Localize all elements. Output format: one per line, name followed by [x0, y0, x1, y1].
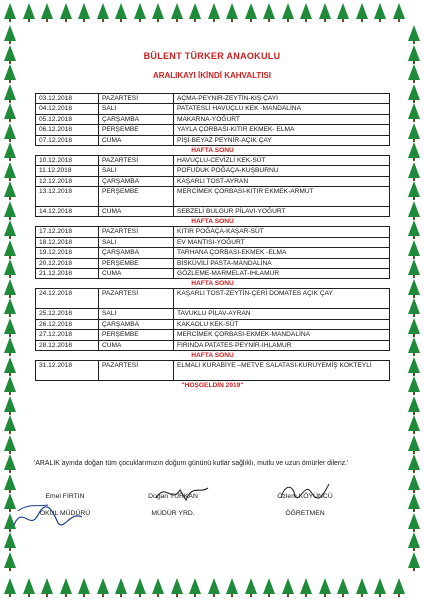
date-cell: 03.12.2018 — [36, 94, 99, 104]
date-cell: 12.12.2018 — [36, 176, 99, 186]
tree-icon — [393, 578, 405, 594]
tree-icon — [408, 318, 420, 334]
day-cell: PERŞEMBE — [99, 330, 174, 340]
tree-icon — [408, 513, 420, 529]
tree-icon — [408, 357, 420, 373]
menu-cell: KAKAOLU KEK-SÜT — [174, 319, 390, 329]
date-cell: 21.12.2018 — [36, 269, 99, 279]
table-row — [36, 227, 390, 237]
school-name: BÜLENT TÜRKER ANAOKULU — [143, 51, 281, 61]
menu-cell: ELMALI KURABİYE –METVE SALATASI-KURUYEMİŞ KOKTEYLİ — [174, 360, 390, 380]
day-cell: PAZARTESİ — [99, 94, 174, 104]
tree-icon — [4, 357, 16, 373]
date-cell: 24.12.2018 — [36, 289, 99, 309]
date-cell: 18.12.2018 — [36, 237, 99, 247]
tree-icon — [337, 578, 349, 594]
menu-cell: FIRINDA PATATES-PEYNİR-IHLAMUR — [174, 340, 390, 350]
day-cell: PERŞEMBE — [99, 258, 174, 268]
table-row — [36, 360, 390, 380]
day-cell: PAZARTESİ — [99, 360, 174, 380]
tree-icon — [97, 3, 109, 19]
tree-icon — [374, 3, 386, 19]
tree-icon — [189, 3, 201, 19]
day-cell: SALI — [99, 309, 174, 319]
handwritten-signature-1 — [8, 497, 88, 535]
date-cell: 20.12.2018 — [36, 258, 99, 268]
menu-cell: MAKARNA-YOĞURT — [174, 114, 390, 124]
tree-icon — [408, 25, 420, 41]
tree-icon — [282, 578, 294, 594]
week-separator — [36, 350, 390, 360]
signer-name: Doğan TÜRKAN — [148, 493, 198, 500]
tree-icon — [408, 415, 420, 431]
tree-icon — [4, 454, 16, 470]
tree-icon — [4, 376, 16, 392]
menu-cell: HAVUÇLU-CEVİZLİ KEK-SÜT — [174, 156, 390, 166]
tree-icon — [300, 3, 312, 19]
tree-icon — [23, 578, 35, 594]
date-cell: 04.12.2018 — [36, 104, 99, 114]
tree-icon — [4, 435, 16, 451]
tree-icon — [60, 578, 72, 594]
tree-icon — [97, 578, 109, 594]
tree-icon — [4, 474, 16, 490]
table-row — [36, 156, 390, 166]
date-cell: 07.12.2018 — [36, 135, 99, 145]
tree-icon — [4, 220, 16, 236]
date-cell: 17.12.2018 — [36, 227, 99, 237]
tree-icon — [171, 3, 183, 19]
tree-icon — [408, 376, 420, 392]
week-separator — [36, 279, 390, 289]
table-row — [36, 309, 390, 319]
tree-icon — [356, 578, 368, 594]
tree-icon — [263, 578, 275, 594]
date-cell: 05.12.2018 — [36, 114, 99, 124]
table-row — [36, 340, 390, 350]
date-cell: 19.12.2018 — [36, 248, 99, 258]
tree-icon — [408, 474, 420, 490]
table-row — [36, 237, 390, 247]
table-row — [36, 258, 390, 268]
tree-icon — [4, 123, 16, 139]
tree-icon — [408, 240, 420, 256]
tree-icon — [408, 279, 420, 295]
table-row — [36, 114, 390, 124]
tree-icon — [41, 3, 53, 19]
signer-name: Emel FIRTIN — [45, 493, 85, 500]
tree-icon — [4, 318, 16, 334]
tree-icon — [408, 259, 420, 275]
table-row — [36, 289, 390, 309]
menu-cell: EV MANTISI-YOĞURT — [174, 237, 390, 247]
table-row — [36, 94, 390, 104]
tree-icon — [208, 3, 220, 19]
section-label: HAFTA SONU — [191, 147, 234, 155]
day-cell: CUMA — [99, 269, 174, 279]
table-row — [36, 187, 390, 207]
date-cell: 27.12.2018 — [36, 330, 99, 340]
table-row — [36, 330, 390, 340]
tree-icon — [4, 298, 16, 314]
tree-icon — [408, 220, 420, 236]
menu-cell: GÖZLEME-MARMELAT-IHLAMUR — [174, 269, 390, 279]
tree-icon — [78, 3, 90, 19]
handwritten-signature-3 — [275, 476, 335, 506]
tree-icon — [408, 337, 420, 353]
tree-icon — [245, 578, 257, 594]
tree-icon — [393, 3, 405, 19]
tree-icon — [152, 3, 164, 19]
tree-icon — [4, 84, 16, 100]
table-row — [36, 207, 390, 217]
table-row — [36, 248, 390, 258]
tree-icon — [115, 3, 127, 19]
tree-icon — [408, 181, 420, 197]
tree-icon — [189, 578, 201, 594]
table-row — [36, 104, 390, 114]
tree-icon — [408, 123, 420, 139]
day-cell: SALI — [99, 166, 174, 176]
day-cell: CUMA — [99, 207, 174, 217]
tree-icon — [226, 3, 238, 19]
date-cell: 13.12.2018 — [36, 187, 99, 207]
table-row — [36, 166, 390, 176]
tree-icon — [134, 3, 146, 19]
tree-icon — [245, 3, 257, 19]
menu-cell: TAVUKLU PİLAV-AYRAN — [174, 309, 390, 319]
tree-icon — [4, 201, 16, 217]
menu-cell: MERCİMEK ÇORBASI-EKMEK-MANDALİNA — [174, 330, 390, 340]
date-cell: 26.12.2018 — [36, 319, 99, 329]
section-label: HAFTA SONU — [191, 351, 234, 359]
tree-icon — [356, 3, 368, 19]
tree-icon — [408, 298, 420, 314]
section-label: HAFTA SONU — [191, 218, 234, 226]
day-cell: PERŞEMBE — [99, 125, 174, 135]
menu-cell: MERCİMEK ÇORBASI-KITIR EKMEK-ARMUT — [174, 187, 390, 207]
table-row — [36, 269, 390, 279]
menu-cell: PATATESLİ HAVUÇLU KEK -MANDALİNA — [174, 104, 390, 114]
tree-icon — [408, 162, 420, 178]
birthday-note: 'ARALIK ayında doğan tüm çocuklarımızın doğum gününü kutlar sağlıklı, mutlu ve uzun ömürler dileriz.' — [34, 460, 349, 467]
tree-icon — [115, 578, 127, 594]
menu-cell: SEBZELİ BULGUR PİLAVI-YOĞURT — [174, 207, 390, 217]
day-cell: ÇARŞAMBA — [99, 176, 174, 186]
tree-icon — [152, 578, 164, 594]
tree-icon — [337, 3, 349, 19]
tree-icon — [263, 3, 275, 19]
menu-cell: TARHANA ÇORBASI-EKMEK -ELMA — [174, 248, 390, 258]
tree-icon — [300, 578, 312, 594]
tree-icon — [408, 435, 420, 451]
tree-icon — [4, 578, 16, 594]
menu-cell: KAŞARLI TOST-ZEYTİN-ÇERİ DOMATES AÇIK ÇAY — [174, 289, 390, 309]
menu-cell: PİŞİ-BEYAZ PEYNİR-AÇIK ÇAY — [174, 135, 390, 145]
tree-icon — [408, 454, 420, 470]
day-cell: ÇARŞAMBA — [99, 248, 174, 258]
tree-icon — [171, 578, 183, 594]
day-cell: PAZARTESİ — [99, 227, 174, 237]
tree-icon — [408, 532, 420, 548]
menu-cell: POFUDUK POĞAÇA-KUŞBURNU — [174, 166, 390, 176]
tree-icon — [319, 578, 331, 594]
day-cell: PERŞEMBE — [99, 187, 174, 207]
table-row — [36, 125, 390, 135]
tree-icon — [408, 142, 420, 158]
table-row — [36, 176, 390, 186]
tree-icon — [319, 3, 331, 19]
menu-table — [35, 93, 390, 390]
tree-icon — [4, 162, 16, 178]
date-cell: 31.12.2018 — [36, 360, 99, 380]
tree-icon — [408, 493, 420, 509]
tree-icon — [4, 103, 16, 119]
section-label: "HOŞGELDİN 2019" — [181, 381, 244, 389]
tree-icon — [4, 25, 16, 41]
date-cell: 14.12.2018 — [36, 207, 99, 217]
signer-name: Özlem KÖYÜNCÜ — [277, 493, 333, 500]
day-cell: PAZARTESİ — [99, 289, 174, 309]
menu-cell: KITIR POĞAÇA-KAŞAR-SÜT — [174, 227, 390, 237]
tree-icon — [4, 552, 16, 568]
date-cell: 28.12.2018 — [36, 340, 99, 350]
menu-title: ARALIKAYI İKİNDİ KAHVALTISI — [152, 71, 272, 80]
tree-icon — [4, 3, 16, 19]
day-cell: CUMA — [99, 340, 174, 350]
signer-title: MÜDÜR YRD. — [151, 510, 195, 517]
day-cell: CUMA — [99, 135, 174, 145]
tree-icon — [408, 84, 420, 100]
signer-title: ÖĞRETMEN — [285, 510, 325, 517]
tree-icon — [374, 578, 386, 594]
section-label: HAFTA SONU — [191, 280, 234, 288]
tree-icon — [208, 578, 220, 594]
tree-icon — [60, 3, 72, 19]
tree-icon — [4, 240, 16, 256]
tree-icon — [41, 578, 53, 594]
tree-icon — [78, 578, 90, 594]
tree-icon — [4, 337, 16, 353]
week-separator — [36, 146, 390, 156]
tree-icon — [4, 415, 16, 431]
date-cell: 10.12.2018 — [36, 156, 99, 166]
tree-icon — [408, 552, 420, 568]
tree-icon — [408, 396, 420, 412]
menu-cell: KAŞARLI TOST-AYRAN — [174, 176, 390, 186]
week-separator — [36, 217, 390, 227]
menu-cell: AÇMA-PEYNİR-ZEYTİN-KIŞ ÇAYI — [174, 94, 390, 104]
tree-icon — [4, 181, 16, 197]
date-cell: 11.12.2018 — [36, 166, 99, 176]
table-row — [36, 135, 390, 145]
day-cell: ÇARŞAMBA — [99, 319, 174, 329]
tree-icon — [4, 259, 16, 275]
tree-icon — [226, 578, 238, 594]
tree-icon — [134, 578, 146, 594]
date-cell: 25.12.2018 — [36, 309, 99, 319]
tree-icon — [4, 279, 16, 295]
tree-icon — [408, 201, 420, 217]
table-row — [36, 319, 390, 329]
date-cell: 06.12.2018 — [36, 125, 99, 135]
week-separator — [36, 380, 390, 390]
menu-cell: YAYLA ÇORBASI-KITIR EKMEK- ELMA — [174, 125, 390, 135]
day-cell: SALI — [99, 237, 174, 247]
day-cell: SALI — [99, 104, 174, 114]
day-cell: PAZARTESİ — [99, 156, 174, 166]
tree-icon — [4, 142, 16, 158]
tree-icon — [408, 103, 420, 119]
tree-icon — [4, 396, 16, 412]
menu-cell: BİSKÜVİLİ PASTA-MANDALİNA — [174, 258, 390, 268]
tree-icon — [282, 3, 294, 19]
tree-icon — [23, 3, 35, 19]
signer-title: OKUL MÜDÜRÜ — [39, 510, 91, 517]
day-cell: ÇARŞAMBA — [99, 114, 174, 124]
handwritten-signature-2 — [152, 478, 212, 508]
